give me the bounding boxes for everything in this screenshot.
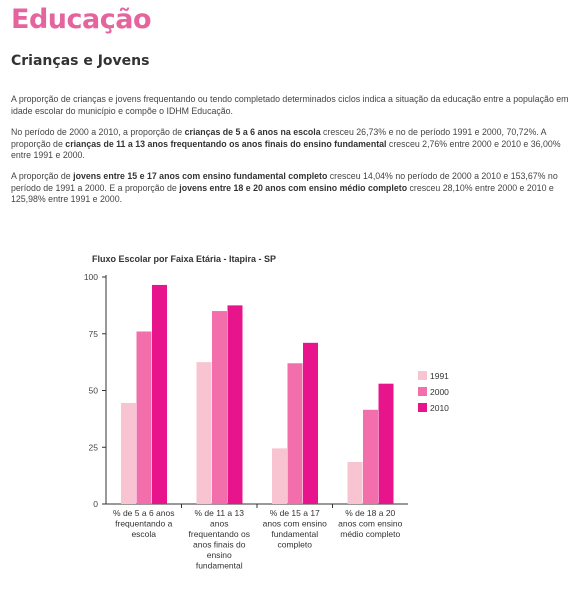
category-label: fundamental (271, 529, 319, 539)
category-label: ensino (206, 550, 232, 560)
category-label: anos com ensino (262, 518, 327, 529)
paragraph-text: cresceu 26,73% e no de período 1991 e 2000, 70,72%. A proporção de (11, 127, 547, 149)
bar-2000-4 (363, 410, 378, 504)
page-title: Educação (11, 4, 151, 35)
category-label: médio completo (340, 529, 401, 539)
bar-2000-2 (212, 311, 227, 504)
y-tick-label: 25 (88, 442, 98, 453)
category-label: frequentando a (115, 518, 173, 529)
paragraph-text: A proporção de crianças e jovens frequentando ou tendo completado determinados ciclos indica a situação da educação entre a população em idade escolar do município e compõe o IDHM Educação. (11, 94, 569, 116)
bar-2000-1 (137, 331, 152, 504)
highlight-text: crianças de 11 a 13 anos frequentando os anos finais do ensino fundamental (65, 138, 387, 149)
bar-2010-4 (379, 384, 394, 504)
bar-1991-4 (348, 462, 363, 504)
bar-2010-1 (152, 285, 167, 504)
paragraph-text: cresceu 28,10% entre 2000 e 2010 e 125,98% entre 1991 e 2000. (11, 182, 554, 204)
legend-label: 1991 (430, 371, 449, 381)
legend-swatch-2010 (418, 403, 427, 412)
category-label: completo (277, 539, 312, 550)
bar-1991-2 (197, 362, 212, 504)
category-label: % de 11 a 13 (194, 508, 244, 518)
category-label: frequentando os (188, 529, 250, 539)
highlight-text: crianças de 5 a 6 anos na escola (184, 127, 321, 137)
category-label: escola (131, 529, 157, 539)
legend-label: 2000 (430, 387, 449, 397)
highlight-text: jovens entre 18 e 20 anos com ensino médio completo (179, 182, 408, 193)
paragraph-text: cresceu 2,76% entre 2000 e 2010 e 36,00% entre 1991 e 2000. (11, 138, 561, 160)
bar-2010-3 (303, 343, 318, 504)
category-label: % de 15 a 17 (269, 508, 320, 518)
paragraph-text: cresceu 14,04% no período de 2000 a 2010 e 153,67% no período de 1991 a 2000. E a proporção de (11, 171, 558, 193)
y-tick-label: 0 (93, 499, 98, 509)
legend-swatch-2000 (418, 387, 427, 396)
bar-2000-3 (288, 363, 303, 504)
category-label: fundamental (195, 560, 243, 571)
chart-title: Fluxo Escolar por Faixa Etária - Itapira - SP (92, 254, 277, 264)
category-label: anos com ensino (338, 518, 403, 529)
bar-2010-2 (228, 305, 243, 504)
bar-1991-3 (272, 448, 287, 504)
category-label: % de 5 a 6 anos (113, 508, 175, 518)
paragraph-text: A proporção de (11, 171, 74, 181)
category-label: % de 18 a 20 (345, 508, 396, 518)
highlight-text: jovens entre 15 e 17 anos com ensino fundamental completo (73, 171, 328, 181)
legend-label: 2010 (430, 403, 449, 413)
y-tick-label: 75 (88, 328, 98, 339)
paragraph-text: No período de 2000 a 2010, a proporção de (11, 127, 185, 137)
legend-swatch-1991 (418, 371, 427, 380)
y-tick-label: 100 (83, 272, 98, 282)
category-label: anos finais do (193, 539, 246, 550)
category-label: anos (210, 518, 229, 529)
bar-1991-1 (121, 403, 136, 504)
y-tick-label: 50 (88, 385, 98, 396)
section-subtitle: Crianças e Jovens (11, 53, 150, 69)
